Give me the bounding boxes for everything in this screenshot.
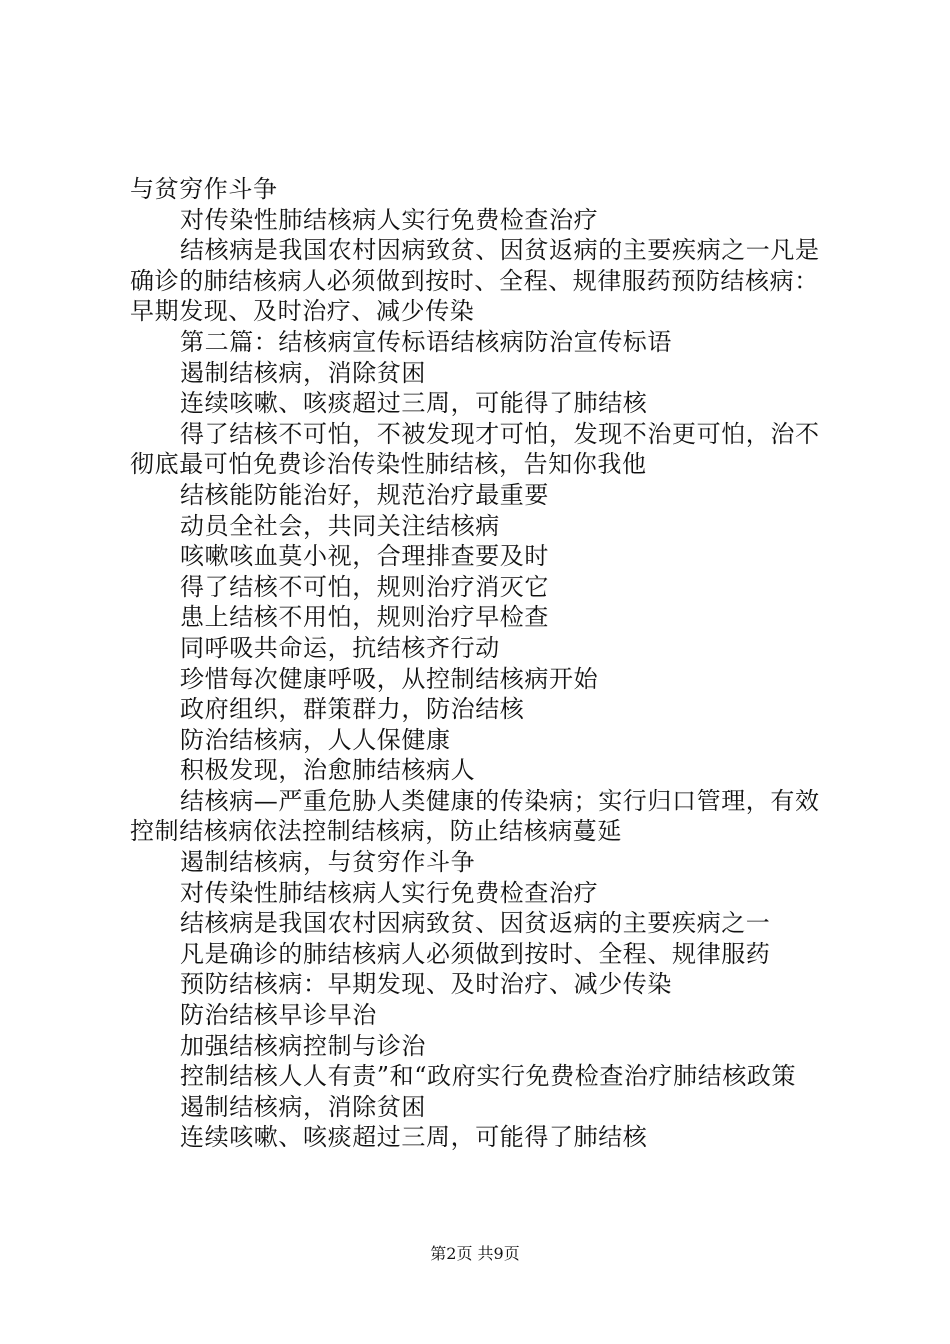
document-paragraph: 患上结核不用怕，规则治疗早检查 (180, 603, 549, 632)
document-paragraph: 遏制结核病，与贫穷作斗争 (180, 848, 476, 877)
document-paragraph: 控制结核人人有责”和“政府实行免费检查治疗肺结核政策 (180, 1062, 797, 1091)
document-body (130, 174, 835, 1153)
document-paragraph: 积极发现，治愈肺结核病人 (180, 756, 476, 785)
document-paragraph: 连续咳嗽、咳痰超过三周，可能得了肺结核 (180, 1123, 648, 1152)
document-paragraph: 对传染性肺结核病人实行免费检查治疗 (180, 205, 599, 234)
document-paragraph: 结核病—严重危胁人类健康的传染病；实行归口管理，有效控制结核病依法控制结核病，防止结核病蔓延 (130, 786, 820, 846)
document-paragraph: 凡是确诊的肺结核病人必须做到按时、全程、规律服药 (180, 939, 771, 968)
document-paragraph: 结核病是我国农村因病致贫、因贫返病的主要疾病之一 (180, 909, 771, 938)
document-paragraph: 政府组织，群策群力，防治结核 (180, 695, 525, 724)
page-footer: 第2页 共9页 (430, 1244, 520, 1263)
document-paragraph: 对传染性肺结核病人实行免费检查治疗 (180, 878, 599, 907)
document-paragraph: 珍惜每次健康呼吸，从控制结核病开始 (180, 664, 599, 693)
document-paragraph: 遏制结核病，消除贫困 (180, 1092, 426, 1121)
document-paragraph: 同呼吸共命运，抗结核齐行动 (180, 633, 500, 662)
document-paragraph: 结核能防能治好，规范治疗最重要 (180, 480, 549, 509)
document-paragraph: 预防结核病：早期发现、及时治疗、减少传染 (180, 970, 672, 999)
document-paragraph: 与贫穷作斗争 (130, 175, 278, 203)
document-paragraph: 防治结核病，人人保健康 (180, 725, 451, 754)
document-paragraph: 结核病是我国农村因病致贫、因贫返病的主要疾病之一凡是确诊的肺结核病人必须做到按时、全程、规律服药预防结核病：早期发现、及时治疗、减少传染 (130, 236, 820, 326)
document-paragraph: 遏制结核病，消除贫困 (180, 358, 426, 387)
document-paragraph: 得了结核不可怕，不被发现才可怕，发现不治更可怕，治不彻底最可怕免费诊治传染性肺结核，告知你我他 (130, 419, 820, 479)
document-paragraph: 第二篇：结核病宣传标语结核病防治宣传标语 (180, 327, 672, 356)
document-paragraph: 咳嗽咳血莫小视，合理排查要及时 (180, 542, 549, 571)
document-paragraph: 得了结核不可怕，规则治疗消灭它 (180, 572, 549, 601)
document-paragraph: 防治结核早诊早治 (180, 1001, 377, 1030)
document-paragraph: 动员全社会，共同关注结核病 (180, 511, 500, 540)
document-paragraph: 连续咳嗽、咳痰超过三周，可能得了肺结核 (180, 389, 648, 418)
document-paragraph: 加强结核病控制与诊治 (180, 1031, 426, 1060)
